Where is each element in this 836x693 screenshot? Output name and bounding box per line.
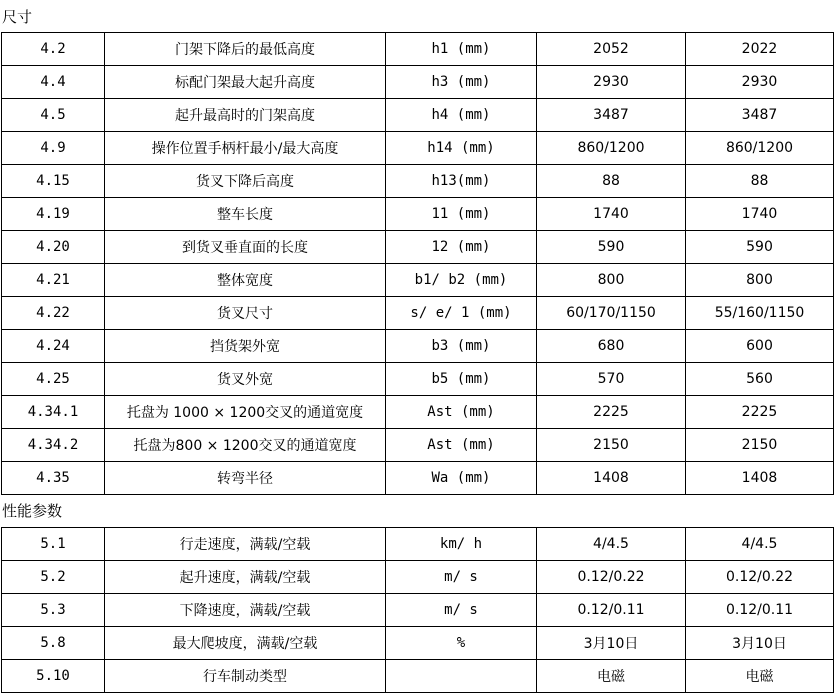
model-2-value-cell: 4/4.5 <box>686 528 834 561</box>
parameter-name-cell: 整车长度 <box>105 198 386 231</box>
item-number-cell: 4.34.2 <box>2 429 105 462</box>
item-number-cell: 4.35 <box>2 462 105 495</box>
model-2-value-cell: 3487 <box>686 99 834 132</box>
parameter-name-cell: 行走速度，满载/空载 <box>105 528 386 561</box>
parameter-name-cell: 货叉下降后高度 <box>105 165 386 198</box>
parameter-name-cell: 货叉尺寸 <box>105 297 386 330</box>
model-1-value-cell: 800 <box>537 264 686 297</box>
table-row <box>2 198 834 231</box>
unit-cell: Ast (mm) <box>386 396 537 429</box>
unit-cell: b3 (mm) <box>386 330 537 363</box>
item-number-cell: 4.15 <box>2 165 105 198</box>
section-title-performance: 性能参数 <box>2 502 63 520</box>
item-number-cell: 4.34.1 <box>2 396 105 429</box>
model-1-value-cell: 4/4.5 <box>537 528 686 561</box>
table-row <box>2 594 834 627</box>
parameter-name-cell: 门架下降后的最低高度 <box>105 33 386 66</box>
performance-table <box>1 527 834 693</box>
item-number-cell: 4.22 <box>2 297 105 330</box>
parameter-name-cell: 行车制动类型 <box>105 660 386 693</box>
item-number-cell: 4.21 <box>2 264 105 297</box>
model-1-value-cell: 680 <box>537 330 686 363</box>
model-1-value-cell: 3月10日 <box>537 627 686 660</box>
model-1-value-cell: 590 <box>537 231 686 264</box>
table-row <box>2 396 834 429</box>
model-2-value-cell: 0.12/0.11 <box>686 594 834 627</box>
model-1-value-cell: 2930 <box>537 66 686 99</box>
model-1-value-cell: 电磁 <box>537 660 686 693</box>
item-number-cell: 4.24 <box>2 330 105 363</box>
table-row <box>2 462 834 495</box>
table-row <box>2 165 834 198</box>
parameter-name-cell: 整体宽度 <box>105 264 386 297</box>
parameter-name-cell: 标配门架最大起升高度 <box>105 66 386 99</box>
parameter-name-cell: 托盘为 1000 × 1200交叉的通道宽度 <box>105 396 386 429</box>
model-2-value-cell: 88 <box>686 165 834 198</box>
unit-cell: h4 (mm) <box>386 99 537 132</box>
unit-cell: h14 (mm) <box>386 132 537 165</box>
item-number-cell: 4.4 <box>2 66 105 99</box>
unit-cell: % <box>386 627 537 660</box>
item-number-cell: 5.8 <box>2 627 105 660</box>
parameter-name-cell: 货叉外宽 <box>105 363 386 396</box>
unit-cell: h13(mm) <box>386 165 537 198</box>
model-2-value-cell: 2022 <box>686 33 834 66</box>
unit-cell: m/ s <box>386 561 537 594</box>
model-1-value-cell: 1408 <box>537 462 686 495</box>
table-row <box>2 429 834 462</box>
model-2-value-cell: 2225 <box>686 396 834 429</box>
model-1-value-cell: 3487 <box>537 99 686 132</box>
table-row <box>2 627 834 660</box>
parameter-name-cell: 最大爬坡度，满载/空载 <box>105 627 386 660</box>
item-number-cell: 4.25 <box>2 363 105 396</box>
unit-cell: 12 (mm) <box>386 231 537 264</box>
model-1-value-cell: 0.12/0.22 <box>537 561 686 594</box>
table-row <box>2 297 834 330</box>
table-row <box>2 561 834 594</box>
table-row <box>2 330 834 363</box>
section-title-dimensions: 尺寸 <box>2 8 33 26</box>
model-1-value-cell: 860/1200 <box>537 132 686 165</box>
table-row <box>2 99 834 132</box>
item-number-cell: 4.19 <box>2 198 105 231</box>
item-number-cell: 5.3 <box>2 594 105 627</box>
unit-cell: m/ s <box>386 594 537 627</box>
model-2-value-cell: 600 <box>686 330 834 363</box>
parameter-name-cell: 托盘为800 × 1200交叉的通道宽度 <box>105 429 386 462</box>
unit-cell: 11 (mm) <box>386 198 537 231</box>
model-1-value-cell: 88 <box>537 165 686 198</box>
dimensions-table-body <box>2 33 834 495</box>
unit-cell: h3 (mm) <box>386 66 537 99</box>
model-1-value-cell: 60/170/1150 <box>537 297 686 330</box>
item-number-cell: 4.5 <box>2 99 105 132</box>
unit-cell: b5 (mm) <box>386 363 537 396</box>
parameter-name-cell: 下降速度，满载/空载 <box>105 594 386 627</box>
unit-cell: km/ h <box>386 528 537 561</box>
dimensions-table <box>1 32 834 495</box>
model-1-value-cell: 2052 <box>537 33 686 66</box>
parameter-name-cell: 挡货架外宽 <box>105 330 386 363</box>
model-2-value-cell: 560 <box>686 363 834 396</box>
model-1-value-cell: 570 <box>537 363 686 396</box>
item-number-cell: 5.2 <box>2 561 105 594</box>
model-2-value-cell: 2930 <box>686 66 834 99</box>
item-number-cell: 5.1 <box>2 528 105 561</box>
item-number-cell: 4.20 <box>2 231 105 264</box>
model-2-value-cell: 800 <box>686 264 834 297</box>
item-number-cell: 5.10 <box>2 660 105 693</box>
unit-cell: Ast (mm) <box>386 429 537 462</box>
model-2-value-cell: 55/160/1150 <box>686 297 834 330</box>
table-row <box>2 528 834 561</box>
model-2-value-cell: 2150 <box>686 429 834 462</box>
unit-cell: b1/ b2 (mm) <box>386 264 537 297</box>
unit-cell: s/ e/ 1 (mm) <box>386 297 537 330</box>
performance-table-body <box>2 528 834 693</box>
table-row <box>2 231 834 264</box>
table-row <box>2 66 834 99</box>
model-2-value-cell: 电磁 <box>686 660 834 693</box>
table-row <box>2 132 834 165</box>
table-row <box>2 33 834 66</box>
unit-cell: h1 (mm) <box>386 33 537 66</box>
model-2-value-cell: 1408 <box>686 462 834 495</box>
model-2-value-cell: 0.12/0.22 <box>686 561 834 594</box>
model-2-value-cell: 1740 <box>686 198 834 231</box>
model-2-value-cell: 860/1200 <box>686 132 834 165</box>
table-row <box>2 264 834 297</box>
parameter-name-cell: 转弯半径 <box>105 462 386 495</box>
item-number-cell: 4.9 <box>2 132 105 165</box>
unit-cell: Wa (mm) <box>386 462 537 495</box>
table-row <box>2 363 834 396</box>
parameter-name-cell: 起升速度，满载/空载 <box>105 561 386 594</box>
parameter-name-cell: 起升最高时的门架高度 <box>105 99 386 132</box>
model-1-value-cell: 0.12/0.11 <box>537 594 686 627</box>
model-1-value-cell: 2225 <box>537 396 686 429</box>
model-1-value-cell: 2150 <box>537 429 686 462</box>
item-number-cell: 4.2 <box>2 33 105 66</box>
model-2-value-cell: 3月10日 <box>686 627 834 660</box>
model-2-value-cell: 590 <box>686 231 834 264</box>
unit-cell <box>386 660 537 693</box>
parameter-name-cell: 到货叉垂直面的长度 <box>105 231 386 264</box>
model-1-value-cell: 1740 <box>537 198 686 231</box>
table-row <box>2 660 834 693</box>
parameter-name-cell: 操作位置手柄杆最小/最大高度 <box>105 132 386 165</box>
